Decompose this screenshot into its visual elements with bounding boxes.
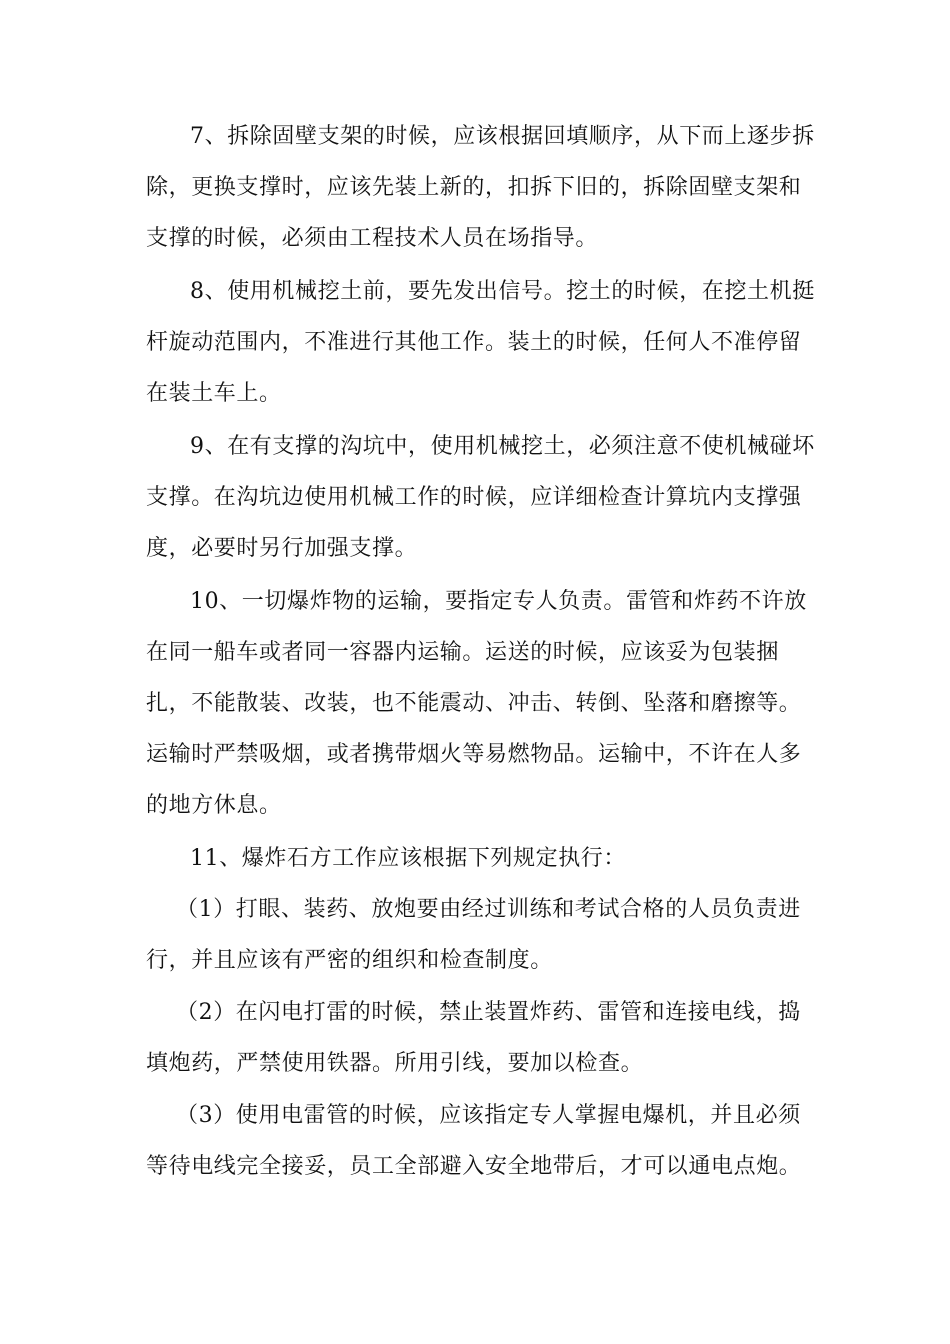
item-11-1-line-1: （1）打眼、装药、放炮要由经过训练和考试合格的人员负责进: [176, 897, 801, 922]
item-11-2-line-1: （2）在闪电打雷的时候，禁止装置炸药、雷管和连接电线，捣: [176, 1000, 801, 1025]
item-7-line-3: 支撑的时候，必须由工程技术人员在场指导。: [146, 226, 599, 251]
item-10-line-1: 10、一切爆炸物的运输，要指定专人负责。雷管和炸药不许放: [190, 589, 807, 614]
item-8-line-2: 杆旋动范围内，不准进行其他工作。装土的时候，任何人不准停留: [146, 330, 802, 355]
item-10-line-4: 运输时严禁吸烟，或者携带烟火等易燃物品。运输中，不许在人多: [146, 742, 802, 767]
item-8-line-3: 在装土车上。: [146, 381, 282, 406]
item-10-line-5: 的地方休息。: [146, 793, 282, 818]
item-7-line-2: 除，更换支撑时，应该先装上新的，扣拆下旧的，拆除固壁支架和: [146, 175, 802, 200]
item-7-line-1: 7、拆除固壁支架的时候，应该根据回填顺序，从下而上逐步拆: [190, 124, 815, 149]
item-9-line-1: 9、在有支撑的沟坑中，使用机械挖土，必须注意不使机械碰坏: [190, 434, 815, 459]
item-10-line-3: 扎，不能散装、改装，也不能震动、冲击、转倒、坠落和磨擦等。: [146, 691, 802, 716]
item-8-line-1: 8、使用机械挖土前，要先发出信号。挖土的时候，在挖土机挺: [190, 279, 815, 304]
item-11-heading: 11、爆炸石方工作应该根据下列规定执行：: [190, 846, 626, 871]
item-9-line-2: 支撑。在沟坑边使用机械工作的时候，应详细检查计算坑内支撑强: [146, 485, 802, 510]
item-11-2-line-2: 填炮药，严禁使用铁器。所用引线，要加以检查。: [146, 1051, 644, 1076]
item-9-line-3: 度，必要时另行加强支撑。: [146, 536, 418, 561]
item-10-line-2: 在同一船车或者同一容器内运输。运送的时候，应该妥为包装捆: [146, 640, 779, 665]
item-11-3-line-2: 等待电线完全接妥，员工全部避入安全地带后，才可以通电点炮。: [146, 1154, 802, 1179]
item-11-3-line-1: （3）使用电雷管的时候，应该指定专人掌握电爆机，并且必须: [176, 1103, 801, 1128]
item-11-1-line-2: 行，并且应该有严密的组织和检查制度。: [146, 948, 553, 973]
